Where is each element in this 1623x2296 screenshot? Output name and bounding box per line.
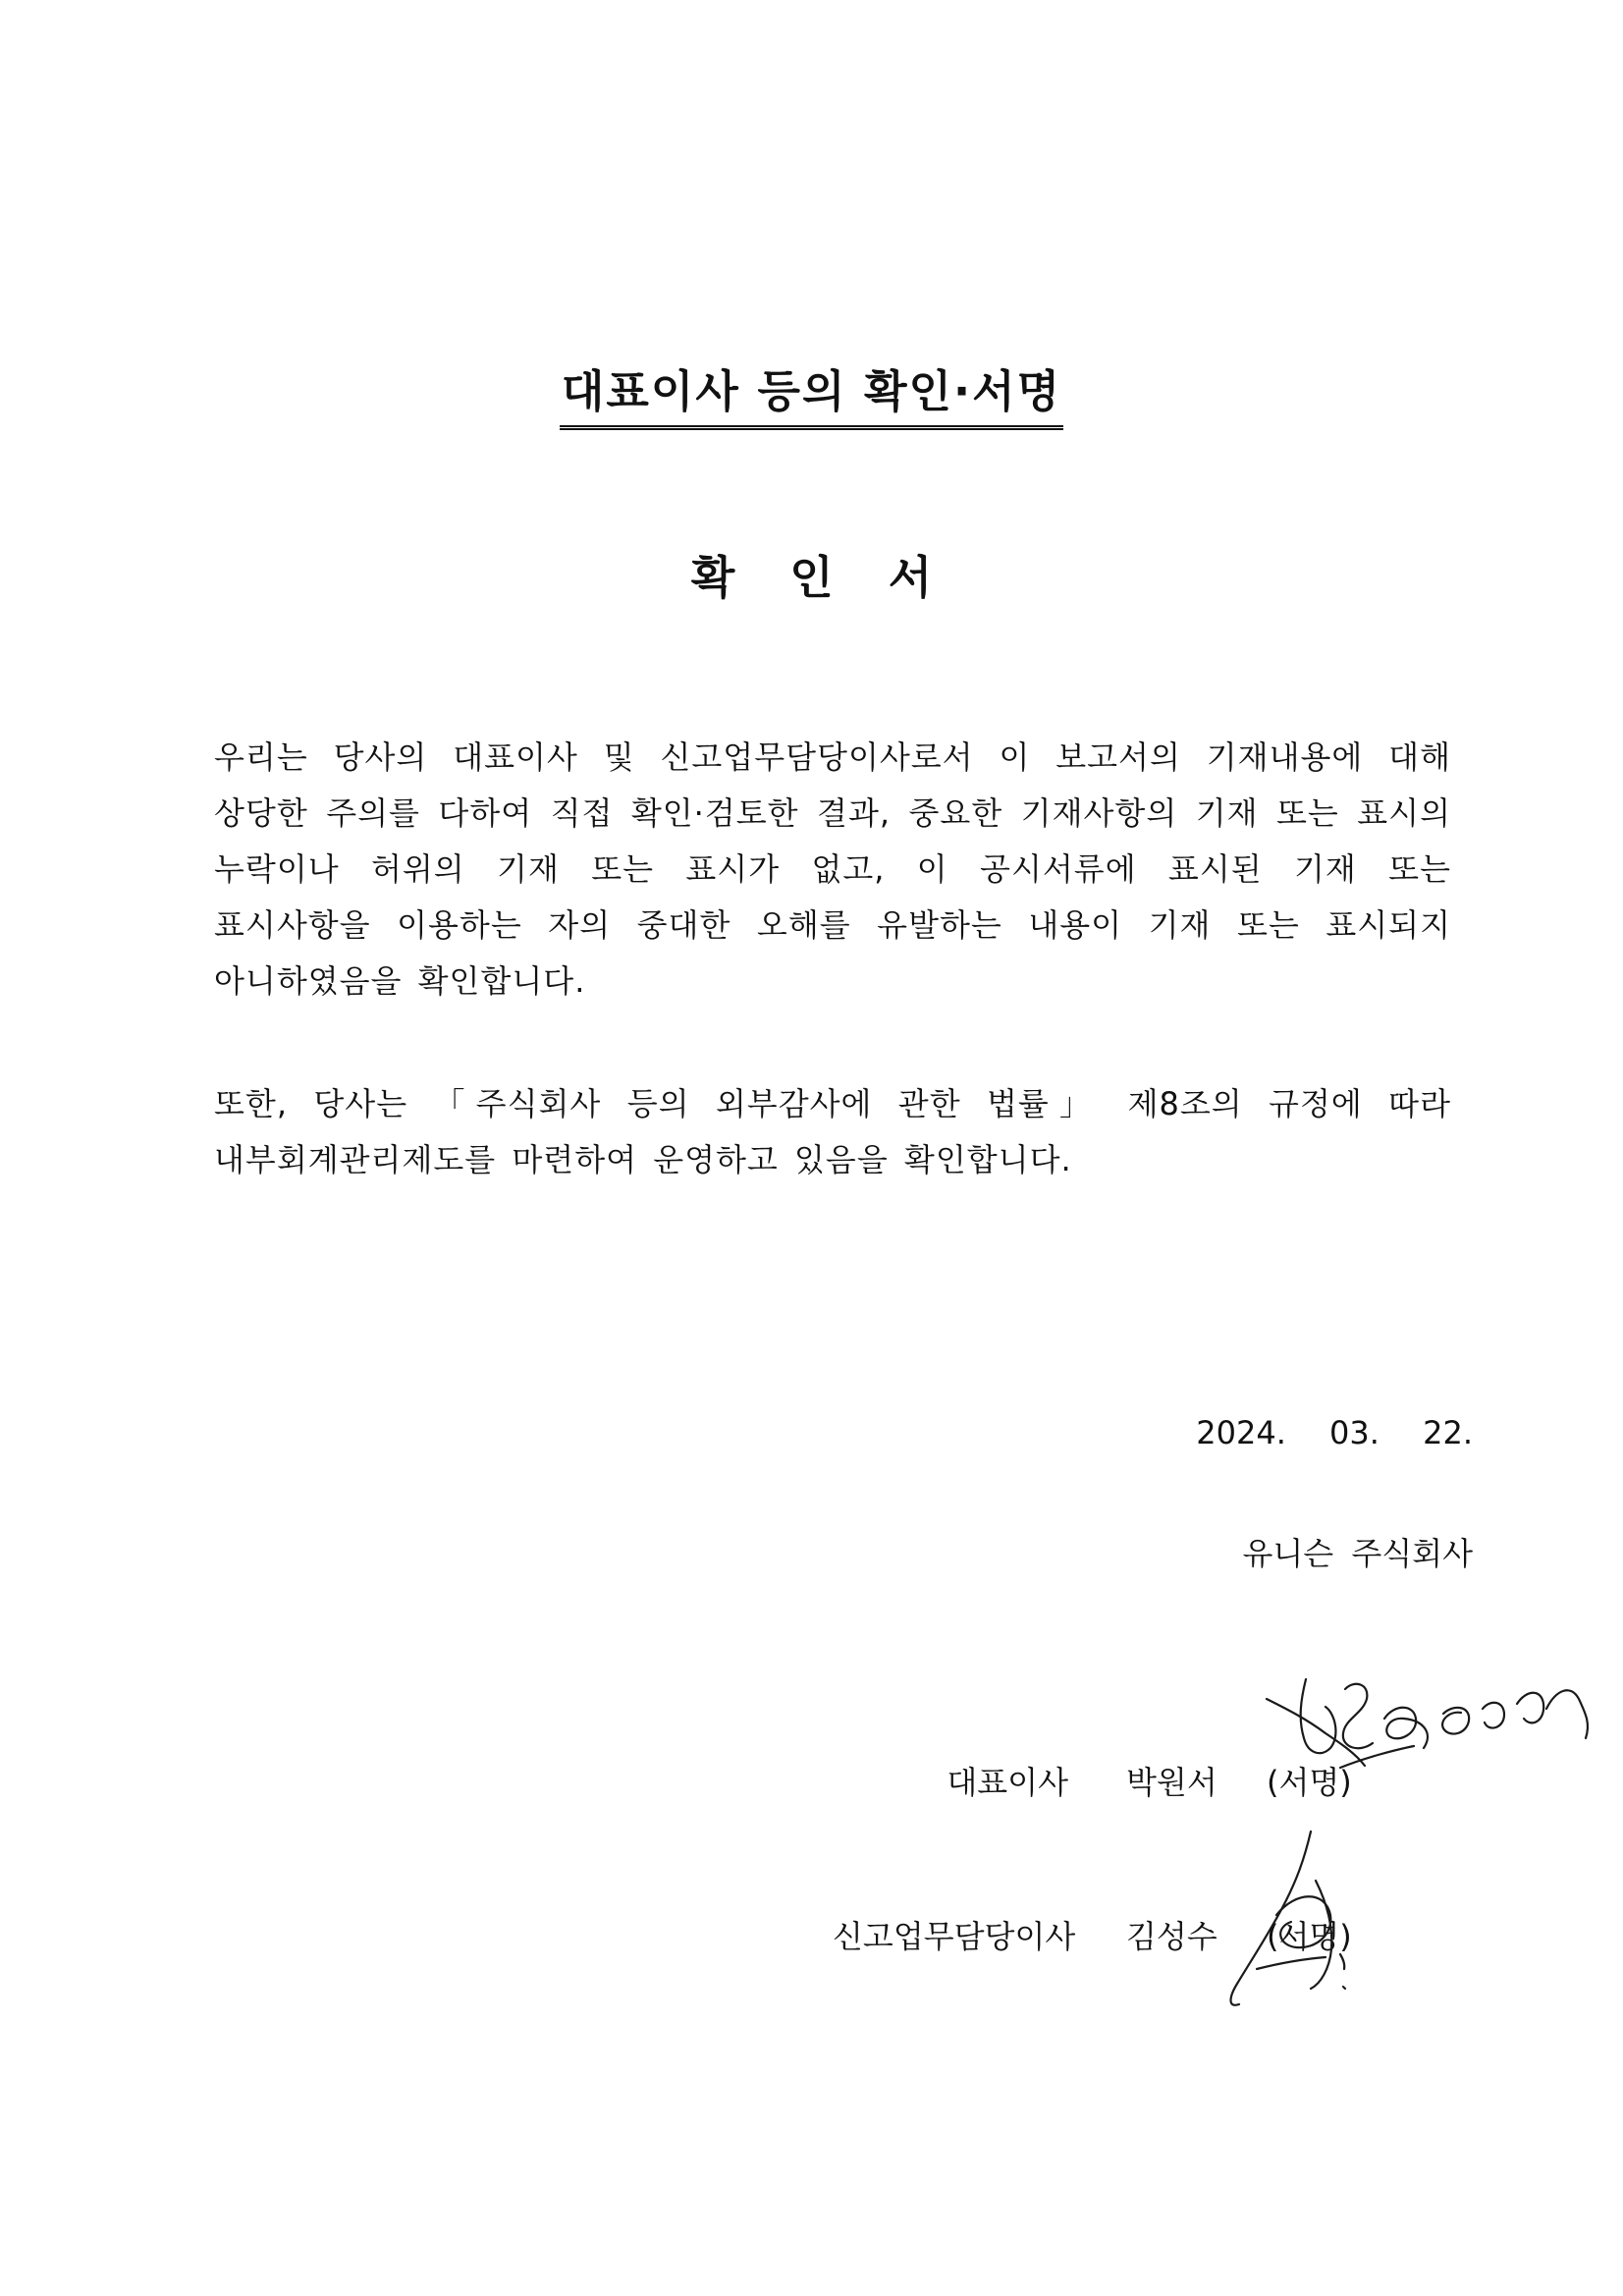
signer-title: 신고업무담당이사	[833, 1918, 1076, 1955]
internal-control-paragraph: 또한, 당사는 「주식회사 등의 외부감사에 관한 법률」 제8조의 규정에 따라 내부회계관리제도를 마련하여 운영하고 있음을 확인합니다.	[214, 1085, 1451, 1178]
company-name: 유니슨 주식회사	[1242, 1535, 1473, 1572]
confirmation-paragraph: 우리는 당사의 대표이사 및 신고업무담당이사로서 이 보고서의 기재내용에 대해 상당한 주의를 다하여 직접 확인·검토한 결과, 중요한 기재사항의 기재 또는 표시의 누락이나 허위의 기재 또는 표시가 없고, 이 공시서류에 표시된 기재 또는 표시사항을 이용하는 자의 중대한 오해를 유발하는 내용이 기재 또는 표시되지 아니하였음을 확인합니다.	[214, 738, 1451, 1000]
signer-name: 박원서	[1126, 1764, 1217, 1801]
signer-name: 김성수	[1126, 1918, 1217, 1955]
signer-title: 대표이사	[947, 1764, 1068, 1801]
document-subtitle: 확 인 서	[690, 551, 952, 604]
document-heading: 대표이사 등의 확인·서명	[560, 355, 1063, 430]
document-date: 2024. 03. 22.	[1196, 1414, 1473, 1451]
heading-container	[0, 355, 1623, 430]
signature-mark-label: (서명)	[1267, 1764, 1352, 1801]
handwritten-signature-icon	[1247, 1660, 1600, 1807]
handwritten-signature-icon	[1217, 1822, 1394, 2018]
signature-mark-label: (서명)	[1267, 1918, 1352, 1955]
